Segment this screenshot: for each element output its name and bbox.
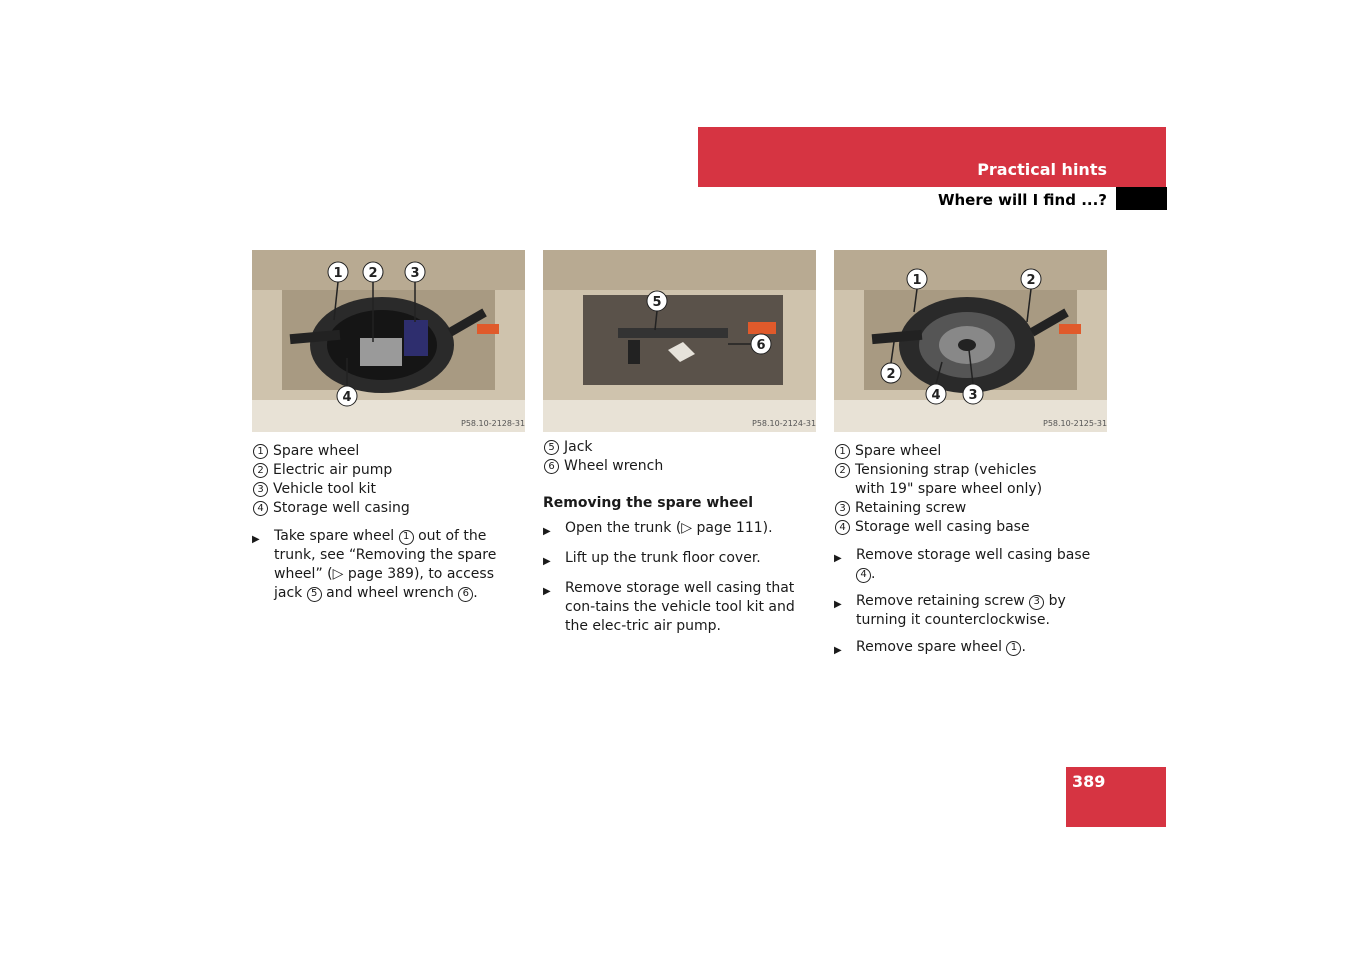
legend-text: Retaining screw <box>855 500 967 516</box>
callout-marker: 3 <box>1029 595 1044 610</box>
callout-3 <box>405 262 425 282</box>
callout-marker: 2 <box>253 463 268 478</box>
legend <box>834 442 1108 537</box>
callout-marker: 5 <box>544 440 559 455</box>
callout-2-upper <box>1021 269 1041 289</box>
callout-marker: 4 <box>835 520 850 535</box>
legend-text: Storage well casing <box>273 500 410 516</box>
bullet-arrow-icon: ▶ <box>834 645 842 656</box>
legend-text: Jack <box>564 439 593 455</box>
legend-item <box>834 499 1108 518</box>
subsection-title: Where will I find ...? <box>937 191 1107 209</box>
legend-text: Spare wheel <box>855 443 942 459</box>
column-2 <box>543 250 817 644</box>
header-marker <box>1116 187 1167 210</box>
instruction-step <box>543 579 817 636</box>
callout-5 <box>647 291 667 311</box>
svg-text:3: 3 <box>410 266 420 281</box>
callout-marker: 3 <box>253 482 268 497</box>
svg-text:2: 2 <box>368 266 378 281</box>
legend-item <box>252 480 526 499</box>
step-text: Lift up the trunk floor cover. <box>565 550 761 566</box>
bullet-arrow-icon: ▶ <box>543 556 551 567</box>
bullet-arrow-icon: ▶ <box>543 526 551 537</box>
photo-code: P58.10-2124-31 <box>752 419 816 428</box>
photo-code: P58.10-2128-31 <box>461 419 525 428</box>
legend-text: Vehicle tool kit <box>273 481 376 497</box>
step-text: Remove storage well casing base 4 . <box>856 547 1091 582</box>
legend <box>543 438 817 476</box>
bullet-arrow-icon: ▶ <box>252 534 260 545</box>
photo-jack-wrench <box>543 250 816 432</box>
legend-item <box>834 461 1108 499</box>
svg-text:4: 4 <box>342 390 352 405</box>
instruction-steps <box>834 546 1108 660</box>
column-3 <box>834 250 1108 668</box>
bullet-arrow-icon: ▶ <box>834 553 842 564</box>
svg-text:3: 3 <box>968 388 978 403</box>
callout-2-lower <box>881 363 901 383</box>
instruction-step <box>834 592 1108 630</box>
legend-item <box>834 518 1108 537</box>
callout-4 <box>337 386 357 406</box>
callout-marker: 4 <box>856 568 871 583</box>
instruction-step <box>834 638 1108 660</box>
legend-text: Wheel wrench <box>564 458 664 474</box>
legend-item <box>543 438 817 457</box>
step-text: Remove storage well casing that con-tains the vehicle tool kit and the elec-tric air pump. <box>565 580 795 634</box>
instruction-steps <box>252 527 526 603</box>
legend-item <box>543 457 817 476</box>
svg-text:1: 1 <box>333 266 343 281</box>
callout-marker: 4 <box>253 501 268 516</box>
callout-marker: 1 <box>399 530 414 545</box>
instruction-step <box>252 527 526 603</box>
bullet-arrow-icon: ▶ <box>543 586 551 597</box>
legend-item <box>252 461 526 480</box>
legend-item <box>252 442 526 461</box>
svg-text:2: 2 <box>886 367 896 382</box>
callout-6 <box>751 334 771 354</box>
callout-marker: 1 <box>835 444 850 459</box>
bullet-arrow-icon: ▶ <box>834 599 842 610</box>
svg-text:6: 6 <box>756 338 766 353</box>
instruction-steps <box>543 519 817 636</box>
callout-marker: 1 <box>253 444 268 459</box>
page-number: 389 <box>1072 772 1106 791</box>
callout-marker: 5 <box>307 587 322 602</box>
svg-text:4: 4 <box>931 388 941 403</box>
legend-text: Tensioning strap (vehicles with 19" spare wheel only) <box>855 462 1043 497</box>
legend-item <box>834 442 1108 461</box>
callout-marker: 3 <box>835 501 850 516</box>
legend-text: Spare wheel <box>273 443 360 459</box>
callout-4 <box>926 384 946 404</box>
legend-text: Electric air pump <box>273 462 393 478</box>
callout-2 <box>363 262 383 282</box>
step-text: Remove spare wheel 1 . <box>856 639 1026 655</box>
svg-text:5: 5 <box>652 295 662 310</box>
callout-1 <box>907 269 927 289</box>
callout-3 <box>963 384 983 404</box>
legend-text: Storage well casing base <box>855 519 1030 535</box>
legend <box>252 442 526 518</box>
svg-text:2: 2 <box>1026 273 1036 288</box>
step-text: Open the trunk (▷ page 111). <box>565 520 773 536</box>
instruction-step <box>543 549 817 571</box>
column-1 <box>252 250 526 611</box>
step-text: Take spare wheel 1 out of the trunk, see “Removing the spare wheel” (▷ page 389), to access jack 5 and wheel wrench 6 . <box>274 528 497 601</box>
svg-text:1: 1 <box>912 273 922 288</box>
callout-1 <box>328 262 348 282</box>
photo-spare-wheel <box>834 250 1107 432</box>
section-heading: Removing the spare wheel <box>543 495 754 511</box>
callout-marker: 1 <box>1006 641 1021 656</box>
photo-code: P58.10-2125-31 <box>1043 419 1107 428</box>
callout-marker: 2 <box>835 463 850 478</box>
step-text: Remove retaining screw 3 by turning it counterclockwise. <box>856 593 1066 628</box>
section-title: Practical hints <box>977 160 1107 179</box>
photo-trunk-spare-well <box>252 250 525 432</box>
callout-marker: 6 <box>458 587 473 602</box>
legend-item <box>252 499 526 518</box>
instruction-step <box>543 519 817 541</box>
callout-marker: 6 <box>544 459 559 474</box>
instruction-step <box>834 546 1108 584</box>
page-number-box <box>1066 767 1166 827</box>
